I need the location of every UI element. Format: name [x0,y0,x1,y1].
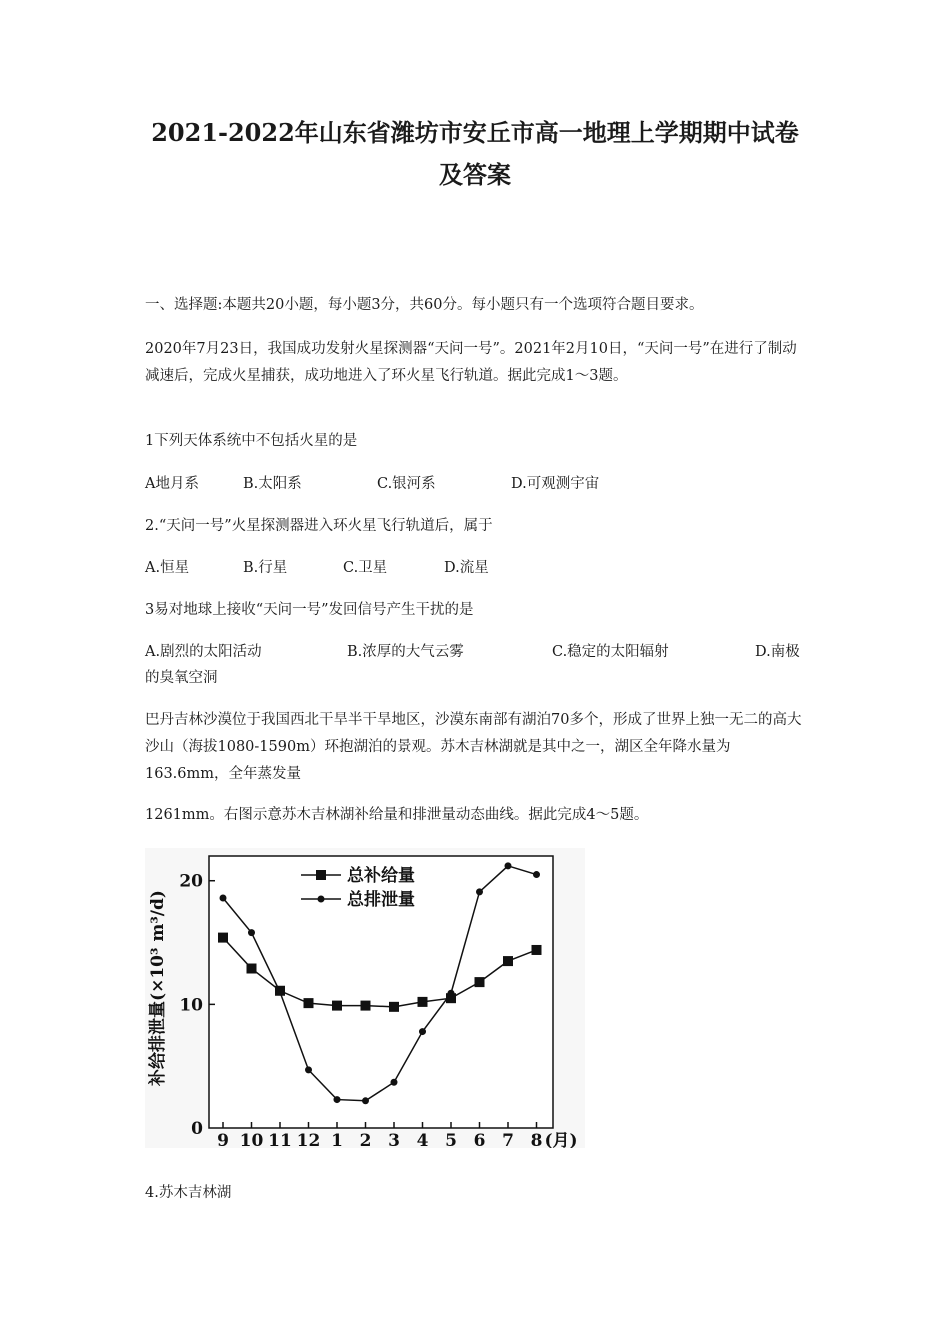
recharge-point [475,977,485,987]
recharge-point [532,945,542,955]
title-line-2: 及答案 [439,160,511,189]
discharge-point [334,1096,341,1103]
legend-circle-marker [318,896,325,903]
x-tick-label: 1 [331,1131,343,1148]
q2-option-a: A.恒星 [145,560,190,576]
q2-option-d: D.流星 [444,560,489,576]
q3-option-c: C.稳定的太阳辐射 [552,644,669,660]
recharge-point [218,933,228,943]
recharge-point [418,997,428,1007]
document-title [100,112,850,196]
x-tick-label: 12 [296,1131,321,1148]
legend-square-marker [316,870,326,880]
y-tick-label: 0 [191,1119,203,1139]
x-tick-label: 3 [388,1131,400,1148]
x-tick-label: 2 [359,1131,372,1148]
x-tick-label: 11 [268,1131,292,1148]
discharge-point [505,862,512,869]
section-heading: 一、选择题:本题共20小题，每小题3分，共60分。每小题只有一个选项符合题目要求。 [145,297,704,313]
y-axis-label: 补给排泄量(×10³ m³/d) [148,890,168,1086]
x-tick-label: 9 [217,1131,229,1148]
x-tick-label: 5 [445,1131,457,1148]
x-tick-label: 7 [502,1131,514,1148]
discharge-point [248,929,255,936]
q3-option-b: B.浓厚的大气云雾 [347,644,464,660]
q1-option-c: C.银河系 [377,476,436,492]
recharge-point [503,956,513,966]
discharge-point [305,1066,312,1073]
q2-option-c: C.卫星 [343,560,388,576]
x-tick-label: 8 [530,1131,543,1148]
passage-2: 巴丹吉林沙漠位于我国西北干旱半干旱地区，沙漠东南部有湖泊70多个，形成了世界上独一无二的高大沙山（海拔1080-1590m）环抱湖泊的景观。苏木吉林湖就是其中之一，湖区全年降水量为163.6mm，全年蒸发量 [145,712,802,782]
x-tick-label: 6 [473,1131,486,1148]
q2-option-b: B.行星 [243,560,288,576]
q1-option-d: D.可观测宇宙 [511,476,600,492]
q3-option-a: A.剧烈的太阳活动 [145,644,262,660]
q1-option-a: A地月系 [145,476,199,492]
x-tick-label: 10 [239,1131,264,1148]
q1-option-b: B.太阳系 [243,476,302,492]
y-tick-label: 10 [179,995,203,1016]
title-line-1: 2021-2022年山东省潍坊市安丘市高一地理上学期期中试卷 [151,118,799,147]
y-tick-label: 20 [179,871,203,892]
recharge-point [361,1001,371,1011]
recharge-point [332,1001,342,1011]
x-tick-label: 4 [416,1131,429,1148]
x-axis-unit: (月) [544,1131,578,1148]
discharge-point [419,1028,426,1035]
recharge-point [304,998,314,1008]
q3-option-d-continued: 的臭氧空洞 [145,670,218,686]
discharge-point [277,989,284,996]
question-1-stem: 1下列天体系统中不包括火星的是 [145,433,358,449]
legend-label: 总排泄量 [347,890,415,910]
q3-option-d: D.南极 [755,644,800,660]
recharge-point [389,1002,399,1012]
legend-label: 总补给量 [347,866,415,886]
discharge-point [362,1097,369,1104]
question-2-stem: 2.“天问一号”火星探测器进入环火星飞行轨道后，属于 [145,518,493,534]
discharge-point [533,871,540,878]
lake-balance-chart [145,848,585,1148]
chart-canvas [145,848,585,1148]
discharge-point [391,1079,398,1086]
discharge-point [448,990,455,997]
discharge-point [476,888,483,895]
recharge-point [247,964,257,974]
passage-1: 2020年7月23日，我国成功发射火星探测器“天问一号”。2021年2月10日，“天问一号”在进行了制动减速后，完成火星捕获，成功地进入了环火星飞行轨道。据此完成1～3题。 [145,341,797,384]
question-3-stem: 3易对地球上接收“天问一号”发回信号产生干扰的是 [145,602,474,618]
discharge-point [220,895,227,902]
passage-2-continued: 1261mm。右图示意苏木吉林湖补给量和排泄量动态曲线。据此完成4～5题。 [145,807,649,823]
question-4-stem: 4.苏木吉林湖 [145,1185,232,1201]
